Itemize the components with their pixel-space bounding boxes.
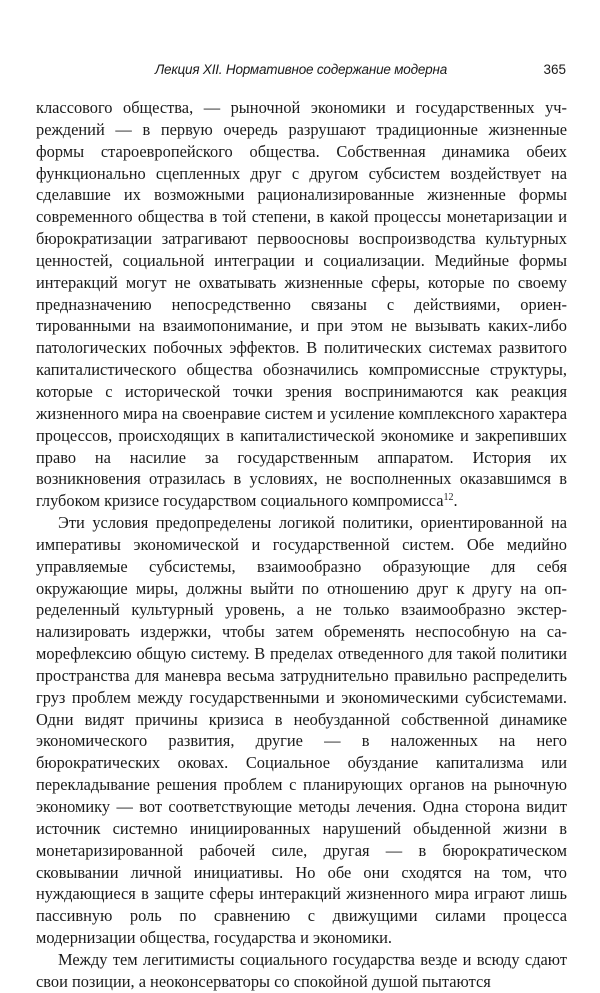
chapter-title: Лекция XII. Нормативное содержание модерна	[154, 62, 448, 77]
paragraph-1-text: классового общества, — рыночной экономики и государственных учреждений — в первую очередь разрушают традиционные жизненные формы староевропейского общества. Собственная динамика обеих функционально сцепленных друг с другом субсистем воздействует на сделавшие их возможными рационализированные жизненные формы современного общества в той степени, в какой процессы монетаризации и бюрократизации затрагивают первоосновы воспроизводства культурных ценностей, социальной интеграции и социализации. Медийные формы интеракций могут не охватывать жизненные сферы, которые по своему предназначению непосредственно связаны с действиями, ориентированными на взаимопонимание, и при этом не вызывать каких-либо патологических побочных эффектов. В политических системах развитого капиталистического общества обозначились компромиссные структуры, которые с исторической точки зрения воспринимаются как реакция жизненного мира на своенравие систем и усиление комплексного характера процессов, происходящих в капиталистической экономике и закрепивших право на насилие за государственным аппаратом. История их возникновения отразилась в условиях, не восполненных оказавшимся в глубоком кризисе государством социального компромисса	[36, 98, 567, 511]
body-text	[36, 97, 567, 993]
paragraph-3: Между тем легитимисты социального государства везде и всюду сдают свои позиции, а неоконсерваторы со спокойной душой пытаются	[36, 949, 567, 991]
paragraph-2: Эти условия предопределены логикой политики, ориентированной на императивы экономической и государственной систем. Обе медийно управляемые субсистемы, взаимообразно образующие для себя окружающие миры, должны выйти по отношению друг к другу на определенный культурный уровень, а не только взаимообразно экстернализировать издержки, чтобы затем обременять неспособную на саморефлексию общую систему. В пределах отведенного для такой политики пространства для маневра весьма затруднительно правильно распределить груз проблем между государственными и экономическими субсистемами. Одни видят причины кризиса в необузданной собственной динамике экономического развития, другие — в наложенных на него бюрократических оковах. Социальное обуздание капитализма или перекладывание решения проблем с планирующих органов на рыночную экономику — вот соответствующие методы лечения. Одна сторона видит источник системно инициированных нарушений обыденной жизни в монетаризированной рабочей силе, другая — в бюрократическом сковывании личной инициативы. Но обе они сходятся на том, что нуждающиеся в защите сферы интеракций жизненного мира играют лишь пассивную роль по сравнению с движущими силами процесса модернизации общества, государства и экономики.	[36, 513, 567, 948]
paragraph-1: классового общества, — рыночной экономики и государственных учреждений — в первую очередь разрушают традиционные жизненные формы староевропейского общества. Собственная динамика обеих функционально сцепленных друг с другом субсистем воздействует на сделавшие их возможными рационализированные жизненные формы современного общества в той степени, в какой процессы монетаризации и бюрократизации затрагивают первоосновы воспроизводства культурных ценностей, социальной интеграции и социализации. Медийные формы интеракций могут не охватывать жизненные сферы, которые по своему предназначению непосредственно связаны с действиями, ориентированными на взаимопонимание, и при этом не вызывать каких-либо патологических побочных эффектов. В политических системах развитого капиталистического общества обозначились компромиссные структуры, которые с исторической точки зрения воспринимаются как реакция жизненного мира на своенравие систем и усиление комплексного характера процессов, происходящих в капиталистической экономике и закрепивших право на насилие за государственным аппаратом. История их возникновения отразилась в условиях, не восполненных оказавшимся в глубоком кризисе государством социального компромисса$^{12}$.	[36, 98, 567, 511]
footnote-ref[interactable]: 12	[443, 492, 454, 504]
page-number: 365	[543, 62, 566, 77]
running-head	[36, 62, 566, 82]
